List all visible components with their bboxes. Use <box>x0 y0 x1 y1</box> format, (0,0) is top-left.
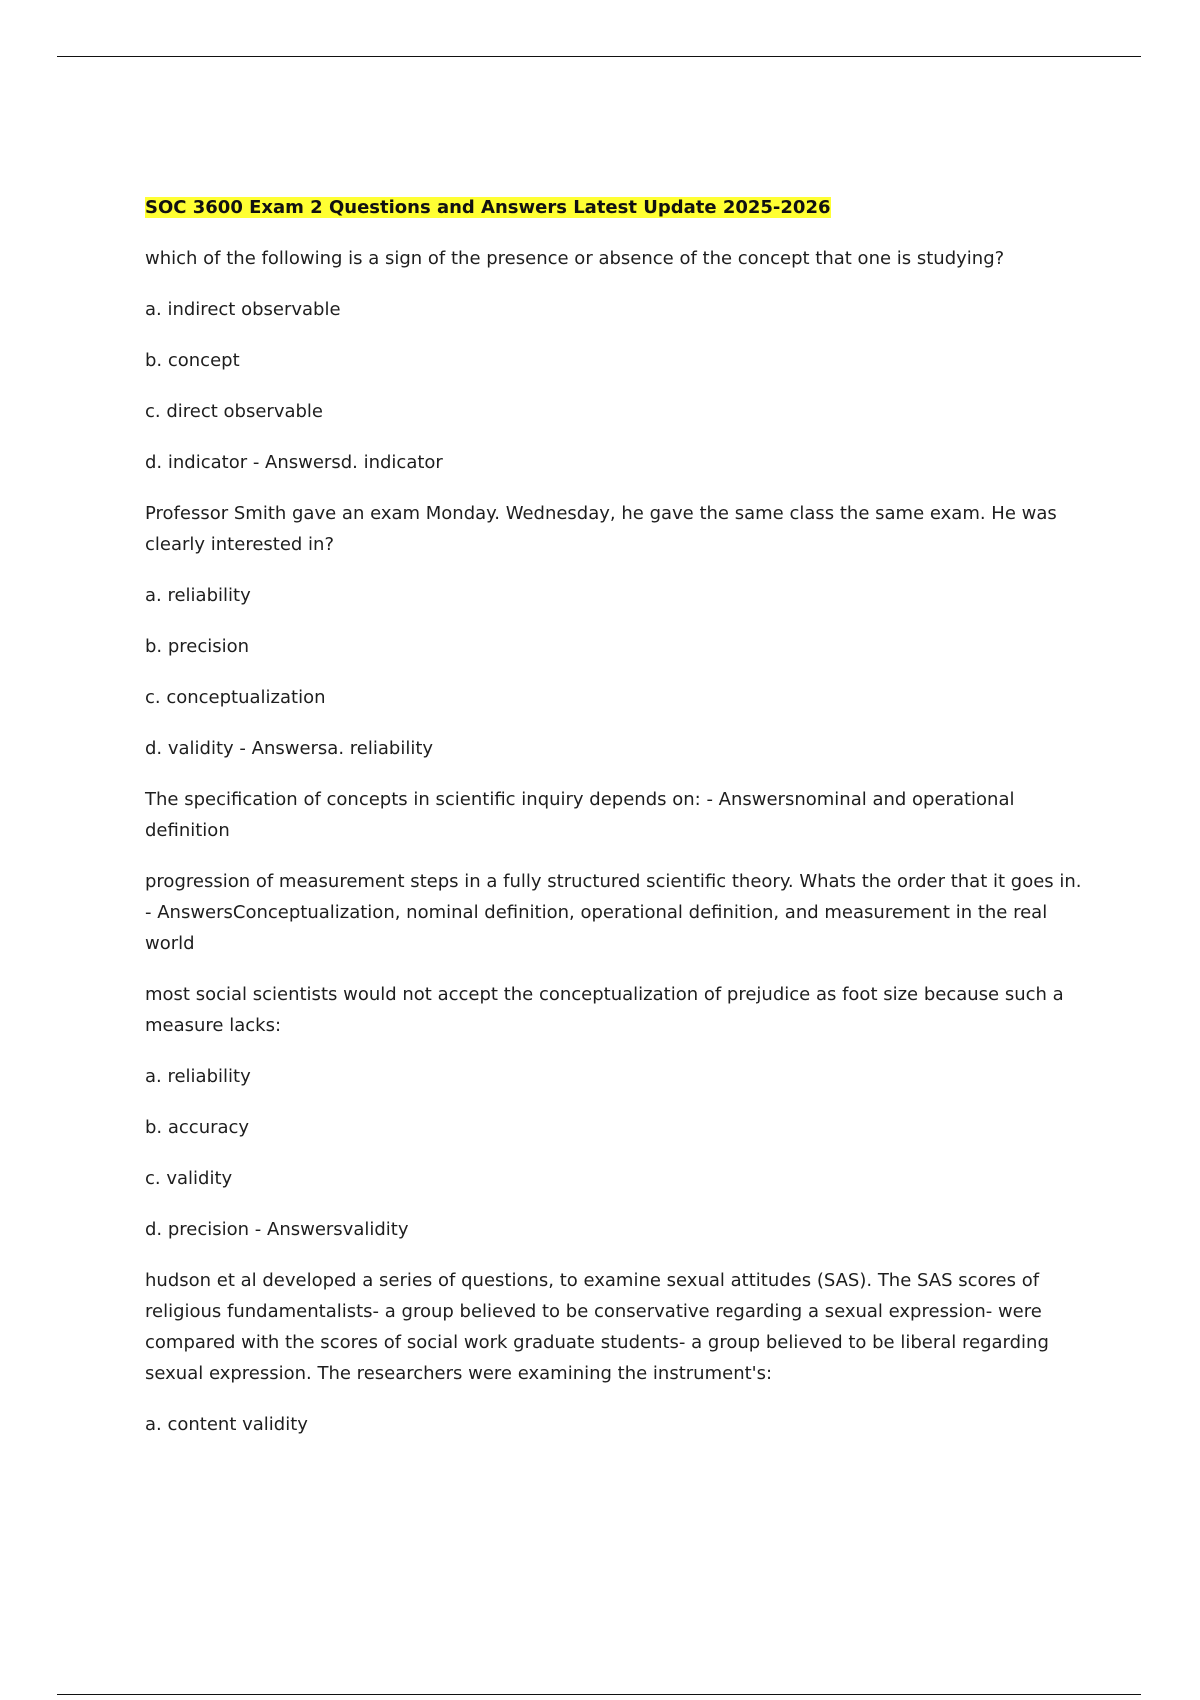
question-3-with-answer: The specification of concepts in scientific inquiry depends on: - Answersnominal and operational definition <box>145 789 1015 841</box>
question-2-option-a: a. reliability <box>145 585 251 606</box>
question-2-option-d-answer: d. validity - Answersa. reliability <box>145 738 434 759</box>
question-1-option-b: b. concept <box>145 350 240 371</box>
question-4-with-answer: progression of measurement steps in a fully structured scientific theory. Whats the order that it goes in. - AnswersConceptualization, nominal definition, operational definition, and measurement in the real world <box>145 871 1082 954</box>
question-1-option-c: c. direct observable <box>145 401 323 422</box>
document-title: SOC 3600 Exam 2 Questions and Answers Latest Update 2025-2026 <box>145 197 831 218</box>
question-6-option-a: a. content validity <box>145 1414 308 1435</box>
question-1-option-a: a. indirect observable <box>145 299 341 320</box>
question-2: Professor Smith gave an exam Monday. Wednesday, he gave the same class the same exam. He was clearly interested in? <box>145 503 1057 555</box>
question-5-option-a: a. reliability <box>145 1066 251 1087</box>
question-5-option-c: c. validity <box>145 1168 233 1189</box>
document-body <box>145 196 1085 1460</box>
document-title-line <box>145 196 1085 220</box>
question-1: which of the following is a sign of the presence or absence of the concept that one is studying? <box>145 248 1005 269</box>
page-bottom-rule <box>57 1694 1141 1695</box>
question-6: hudson et al developed a series of questions, to examine sexual attitudes (SAS). The SAS scores of religious fundamentalists- a group believed to be conservative regarding a sexual expression- were compared with the scores of social work graduate students- a group believed to be liberal regarding sexual expression. The researchers were examining the instrument's: <box>145 1270 1049 1384</box>
question-5: most social scientists would not accept the conceptualization of prejudice as foot size because such a measure lacks: <box>145 984 1064 1036</box>
page-top-rule <box>57 56 1141 57</box>
question-2-option-c: c. conceptualization <box>145 687 326 708</box>
question-1-option-d-answer: d. indicator - Answersd. indicator <box>145 452 443 473</box>
question-2-option-b: b. precision <box>145 636 250 657</box>
question-5-option-d-answer: d. precision - Answersvalidity <box>145 1219 409 1240</box>
question-5-option-b: b. accuracy <box>145 1117 250 1138</box>
